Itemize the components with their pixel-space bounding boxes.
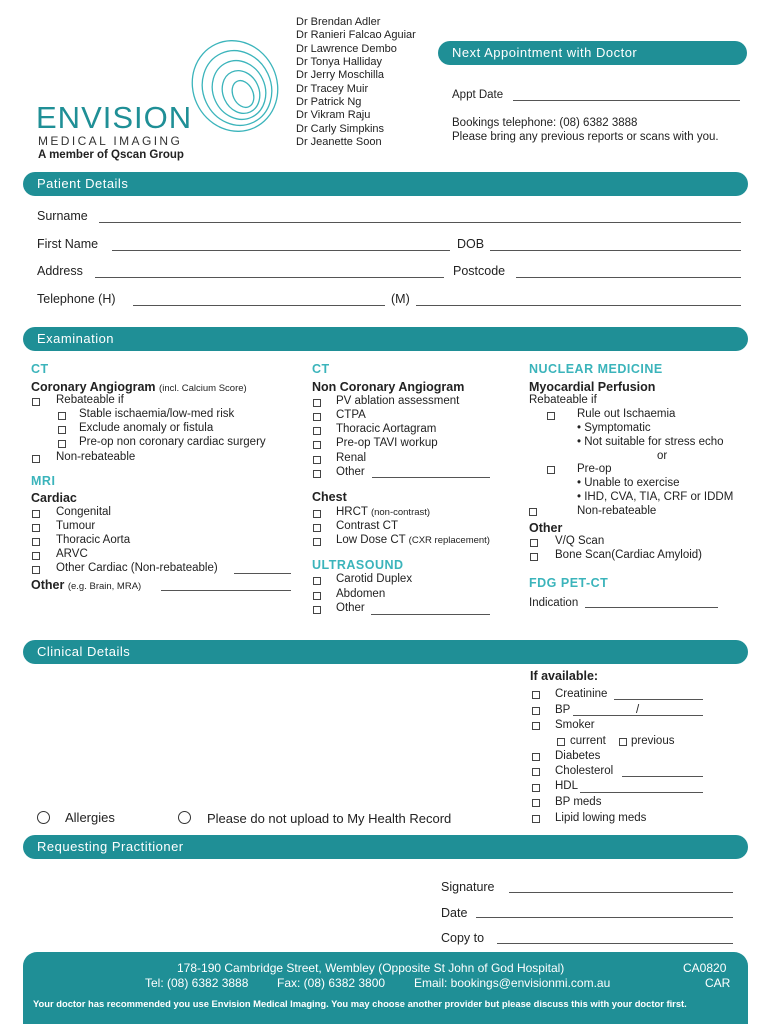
renal-checkbox[interactable] [313,456,321,464]
doctor-name: Dr Ranieri Falcao Aguiar [296,29,416,41]
dob-field[interactable] [490,250,741,251]
ct-non-rebateable-checkbox[interactable] [32,455,40,463]
tumour-checkbox[interactable] [32,524,40,532]
ct-other-checkbox[interactable] [313,470,321,478]
telephone-home-field[interactable] [133,305,385,306]
smoker-label: Smoker [555,719,595,731]
creatinine-field[interactable] [614,699,703,700]
nm-other-heading: Other [529,521,563,535]
ctpa-label: CTPA [336,409,366,421]
or-label: or [657,450,668,462]
bring-reports-note: Please bring any previous reports or scans with you. [452,131,719,143]
myocardial-perfusion-heading: Myocardial Perfusion [529,380,656,394]
nm-preop-label: Pre-op [577,463,612,475]
appt-date-label: Appt Date [452,89,504,101]
pv-ablation-label: PV ablation assessment [336,395,460,407]
nm-rebateable-label: Rebateable if [529,394,597,406]
mri-other-field[interactable] [161,590,291,591]
lipid-meds-label: Lipid lowing meds [555,812,647,824]
doctor-name: Dr Vikram Raju [296,109,371,121]
doctor-name: Dr Jeanette Soon [296,136,382,148]
doctor-name: Dr Jerry Moschilla [296,69,385,81]
copy-to-field[interactable] [497,943,733,944]
contrast-ct-label: Contrast CT [336,520,398,532]
bp-checkbox[interactable] [532,707,540,715]
date-label: Date [441,906,468,920]
footer-email: Email: bookings@envisionmi.com.au [414,976,611,990]
us-other-label: Other [336,602,365,614]
unable-exercise-bullet: • Unable to exercise [577,477,680,489]
copy-to-label: Copy to [441,931,485,945]
bp-label: BP [555,704,571,716]
chest-heading: Chest [312,490,347,504]
logo-sub: MEDICAL IMAGING [38,134,183,148]
appointment-header: Next Appointment with Doctor [438,41,747,65]
examination-header: Examination [23,327,748,351]
signature-field[interactable] [509,892,733,893]
coronary-angiogram-title: Coronary Angiogram [31,380,156,394]
rule-out-ischaemia-label: Rule out Ischaemia [577,408,676,420]
tavi-workup-label: Pre-op TAVI workup [336,437,438,449]
other-cardiac-label: Other Cardiac (Non-rebateable) [56,562,218,574]
indication-label: Indication [529,597,579,609]
first-name-label: First Name [37,237,99,251]
indication-field[interactable] [585,607,718,608]
smoker-previous-label: previous [631,735,675,747]
clinical-details-header: Clinical Details [23,640,748,664]
thoracic-aorta-checkbox[interactable] [32,538,40,546]
exclude-anomaly-label: Exclude anomaly or fistula [79,422,214,434]
smoker-current-label: current [570,735,606,747]
abdomen-label: Abdomen [336,588,386,600]
nm-non-rebateable-label: Non-rebateable [577,505,657,517]
cholesterol-label: Cholesterol [555,765,614,777]
mri-section-title: MRI [31,474,56,488]
tavi-workup-checkbox[interactable] [313,441,321,449]
hrct-checkbox[interactable] [313,510,321,518]
bp-meds-checkbox[interactable] [532,799,540,807]
exclude-anomaly-checkbox[interactable] [58,426,66,434]
creatinine-label: Creatinine [555,688,608,700]
appt-date-field[interactable] [513,100,740,101]
not-suitable-bullet: • Not suitable for stress echo [577,436,724,448]
ultrasound-section-title: ULTRASOUND [312,558,404,572]
nuclear-medicine-section-title: NUCLEAR MEDICINE [529,362,663,376]
doctor-name: Dr Lawrence Dembo [296,43,397,55]
date-field[interactable] [476,917,733,918]
cholesterol-field[interactable] [622,776,703,777]
pv-ablation-checkbox[interactable] [313,399,321,407]
low-dose-ct-label: Low Dose CT [336,534,406,546]
fdg-pet-ct-section-title: FDG PET-CT [529,576,609,590]
nm-preop-checkbox[interactable] [547,466,555,474]
rebateable-checkbox[interactable] [32,398,40,406]
stable-ischaemia-checkbox[interactable] [58,412,66,420]
hrct-label: HRCT [336,506,368,518]
footer-code1: CA0820 [683,961,727,975]
lipid-meds-checkbox[interactable] [532,815,540,823]
hdl-label: HDL [555,780,579,792]
us-other-checkbox[interactable] [313,606,321,614]
doctor-name: Dr Patrick Ng [296,96,362,108]
mri-other-heading [31,578,141,592]
creatinine-checkbox[interactable] [532,691,540,699]
requesting-practitioner-header: Requesting Practitioner [23,835,748,859]
ct-other-label: Other [336,466,365,478]
congenital-label: Congenital [56,506,111,518]
bp-slash: / [636,704,640,716]
contrast-ct-checkbox[interactable] [313,524,321,532]
telephone-home-label: Telephone (H) [37,292,116,306]
smoker-previous-checkbox[interactable] [619,738,627,746]
cholesterol-checkbox[interactable] [532,768,540,776]
doctor-name: Dr Brendan Adler [296,16,381,28]
rebateable-label: Rebateable if [56,394,124,406]
surname-label: Surname [37,209,88,223]
if-available-heading: If available: [530,669,599,683]
doctor-name: Dr Tonya Halliday [296,56,383,68]
arvc-checkbox[interactable] [32,552,40,560]
stable-ischaemia-label: Stable ischaemia/low-med risk [79,408,235,420]
symptomatic-bullet: • Symptomatic [577,422,651,434]
telephone-mobile-label: (M) [391,292,410,306]
address-field[interactable] [95,277,444,278]
thoracic-aorta-label: Thoracic Aorta [56,534,131,546]
carotid-duplex-checkbox[interactable] [313,577,321,585]
postcode-field[interactable] [516,277,741,278]
preop-non-coronary-checkbox[interactable] [58,440,66,448]
smoker-current-checkbox[interactable] [557,738,565,746]
cardiac-heading: Cardiac [31,491,77,505]
bone-scan-checkbox[interactable] [530,553,538,561]
tumour-label: Tumour [56,520,96,532]
diabetes-checkbox[interactable] [532,753,540,761]
doctor-name: Dr Tracey Muir [296,83,369,95]
ct-non-rebateable-label: Non-rebateable [56,451,136,463]
footer-address: 178-190 Cambridge Street, Wembley (Opposite St John of God Hospital) [177,961,565,975]
vq-scan-checkbox[interactable] [530,539,538,547]
vq-scan-label: V/Q Scan [555,535,605,547]
allergies-radio[interactable] [37,811,50,824]
renal-label: Renal [336,452,367,464]
ihd-cva-bullet: • IHD, CVA, TIA, CRF or IDDM [577,491,734,503]
bp-meds-label: BP meds [555,796,602,808]
bone-scan-label: Bone Scan(Cardiac Amyloid) [555,549,703,561]
nm-non-rebateable-checkbox[interactable] [529,508,537,516]
doctor-name: Dr Carly Simpkins [296,123,385,135]
footer-code2: CAR [705,976,731,990]
logo-member: A member of Qscan Group [38,149,184,161]
logo-mark-icon [185,28,285,138]
surname-field[interactable] [99,222,741,223]
hrct-note: (non-contrast) [370,507,431,518]
mri-other-title: Other [31,578,65,592]
footer [23,952,748,1024]
thoracic-aortagram-label: Thoracic Aortagram [336,423,437,435]
rule-out-ischaemia-checkbox[interactable] [547,412,555,420]
address-label: Address [37,264,83,278]
low-dose-ct-note: (CXR replacement) [408,535,490,546]
ct-section-title: CT [31,362,49,376]
first-name-field[interactable] [112,250,450,251]
patient-details-header: Patient Details [23,172,748,196]
no-upload-label: Please do not upload to My Health Record [207,811,452,826]
other-cardiac-field[interactable] [234,573,291,574]
allergies-label: Allergies [65,810,115,825]
arvc-label: ARVC [56,548,88,560]
no-upload-radio[interactable] [178,811,191,824]
hdl-field[interactable] [580,792,703,793]
signature-label: Signature [441,880,495,894]
dob-label: DOB [457,237,485,251]
ct2-section-title: CT [312,362,330,376]
carotid-duplex-label: Carotid Duplex [336,573,413,585]
ctpa-checkbox[interactable] [313,413,321,421]
coronary-angiogram-note: (incl. Calcium Score) [159,383,247,394]
footer-fax: Fax: (08) 6382 3800 [277,976,386,990]
low-dose-ct-checkbox[interactable] [313,538,321,546]
thoracic-aortagram-checkbox[interactable] [313,427,321,435]
coronary-angiogram-heading [31,380,247,394]
mri-other-note: (e.g. Brain, MRA) [67,581,142,592]
preop-non-coronary-label: Pre-op non coronary cardiac surgery [79,436,266,448]
hdl-checkbox[interactable] [532,784,540,792]
non-coronary-heading: Non Coronary Angiogram [312,380,465,394]
us-other-field[interactable] [371,614,490,615]
diabetes-label: Diabetes [555,750,601,762]
congenital-checkbox[interactable] [32,510,40,518]
postcode-label: Postcode [453,264,506,278]
footer-tel: Tel: (08) 6382 3888 [145,976,249,990]
ct-other-field[interactable] [372,477,490,478]
telephone-mobile-field[interactable] [416,305,741,306]
bookings-phone: Bookings telephone: (08) 6382 3888 [452,117,638,129]
abdomen-checkbox[interactable] [313,592,321,600]
other-cardiac-checkbox[interactable] [32,566,40,574]
smoker-checkbox[interactable] [532,722,540,730]
logo-name: ENVISION [36,100,193,135]
hrct-label-row [336,506,430,518]
footer-disclaimer: Your doctor has recommended you use Envision Medical Imaging. You may choose another provider but please discuss this with your doctor first. [33,998,687,1009]
low-dose-ct-label-row [336,534,490,546]
